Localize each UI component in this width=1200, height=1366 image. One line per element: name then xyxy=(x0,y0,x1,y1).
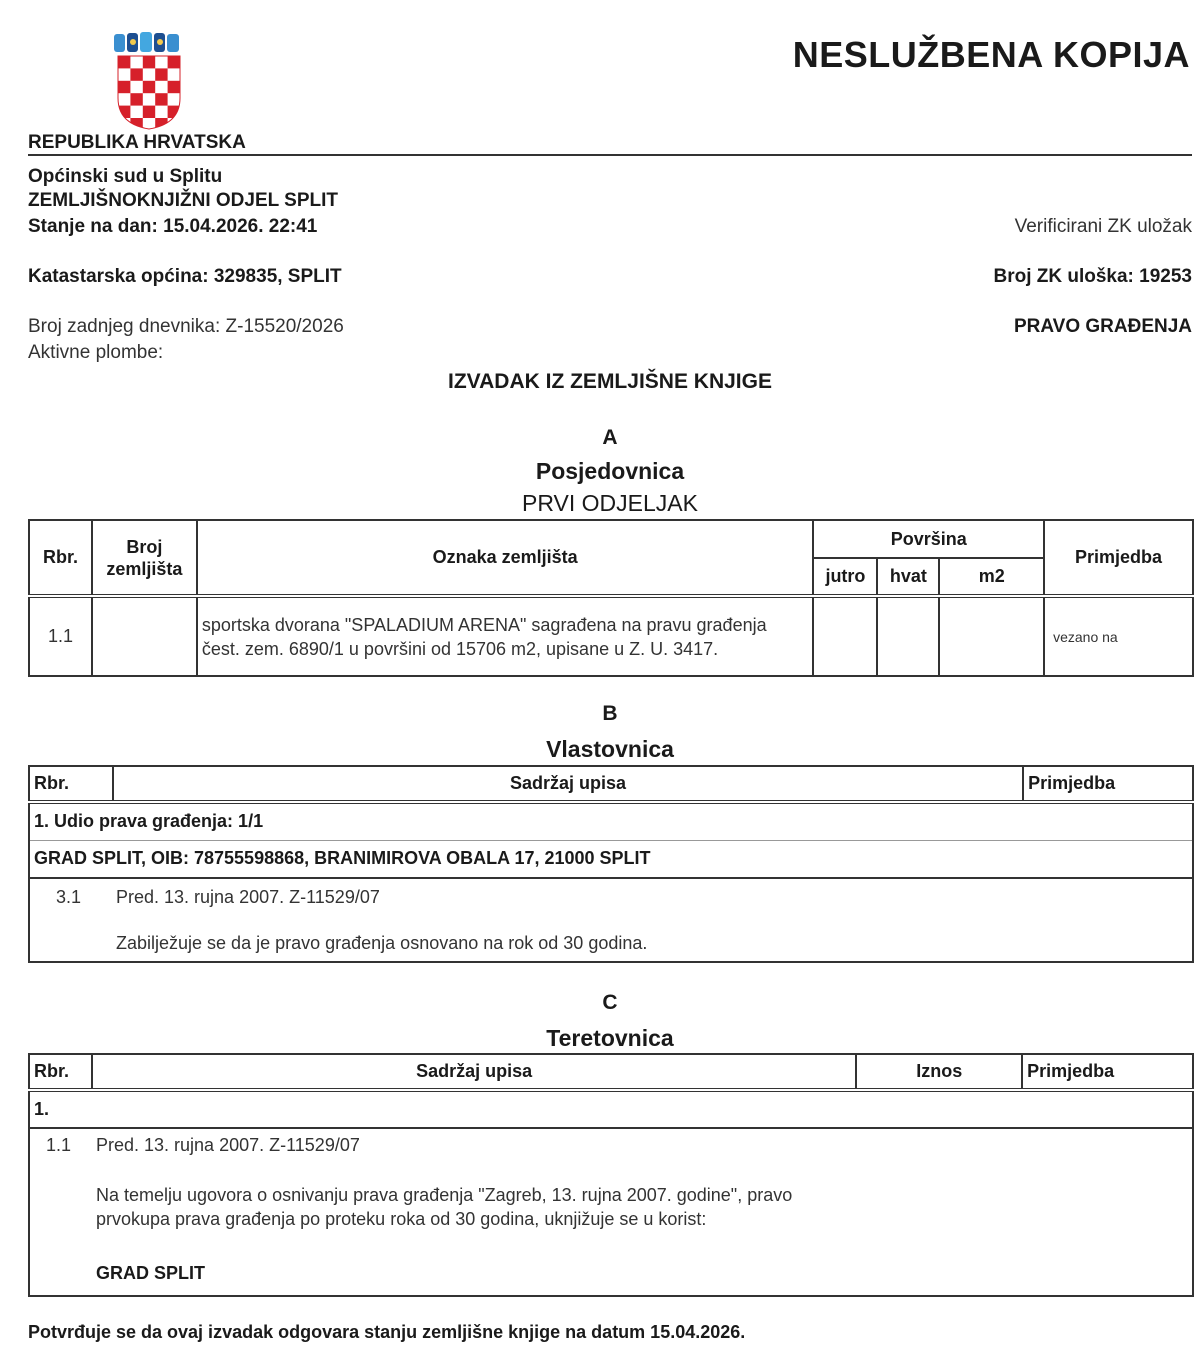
section-c-letter: C xyxy=(602,991,618,1014)
col-primjedba: Primjedba xyxy=(1022,1054,1193,1090)
entry-group: 1. xyxy=(29,1090,1193,1128)
col-povrsina: Površina xyxy=(813,520,1044,558)
document-title: IZVADAK IZ ZEMLJIŠNE KNJIGE xyxy=(448,370,772,393)
section-a-subname: PRVI ODJELJAK xyxy=(522,490,698,516)
header-divider xyxy=(28,154,1192,156)
col-primjedba: Primjedba xyxy=(1023,766,1193,802)
entry-cell xyxy=(29,878,1193,962)
active-seals: Aktivne plombe: xyxy=(28,342,164,363)
certification-footer: Potvrđuje se da ovaj izvadak odgovara stanju zemljišne knjige na datum 15.04.2026. xyxy=(28,1322,746,1342)
section-a-name: Posjedovnica xyxy=(535,458,685,484)
section-a-letter: A xyxy=(602,426,618,449)
owner-info: GRAD SPLIT, OIB: 78755598868, BRANIMIROVA OBALA 17, 21000 SPLIT xyxy=(29,840,1193,878)
table-row xyxy=(29,878,1193,962)
section-a-table xyxy=(28,519,1194,677)
table-row xyxy=(29,596,1193,676)
section-b-table xyxy=(28,765,1194,963)
row-jutro xyxy=(813,596,877,676)
entry-text: Na temelju ugovora o osnivanju prava građenja "Zagreb, 13. rujna 2007. godine", pravo prvokupa prava građenja po proteku roka od 30 godina, uknjižuje se u korist: xyxy=(96,1185,793,1229)
row-rbr: 1.1 xyxy=(29,596,92,676)
cadastral-municipality: Katastarska općina: 329835, SPLIT xyxy=(28,266,342,287)
coat-of-arms-icon xyxy=(112,32,186,130)
republic-name: REPUBLIKA HRVATSKA xyxy=(28,132,246,153)
section-b-name: Vlastovnica xyxy=(546,736,674,762)
col-rbr: Rbr. xyxy=(29,766,113,802)
department-name: ZEMLJIŠNOKNJIŽNI ODJEL SPLIT xyxy=(28,190,339,211)
col-m2: m2 xyxy=(939,558,1044,596)
entry-cell xyxy=(29,1128,1193,1296)
entry-ref: Pred. 13. rujna 2007. Z-11529/07 xyxy=(96,1135,360,1155)
col-jutro: jutro xyxy=(813,558,877,596)
section-c-name: Teretovnica xyxy=(546,1025,674,1051)
col-primjedba: Primjedba xyxy=(1044,520,1193,596)
col-rbr: Rbr. xyxy=(29,1054,92,1090)
row-oznaka: sportska dvorana "SPALADIUM ARENA" sagrađena na pravu građenja čest. zem. 6890/1 u površini od 15706 m2, upisane u Z. U. 3417. xyxy=(197,596,814,676)
section-c-table xyxy=(28,1053,1194,1297)
entry-rbr: 1.1 xyxy=(46,1135,72,1155)
court-name: Općinski sud u Splitu xyxy=(28,166,223,187)
entry-text: Zabilježuje se da je pravo građenja osnovano na rok od 30 godina. xyxy=(116,933,648,953)
state-date: Stanje na dan: 15.04.2026. 22:41 xyxy=(28,216,318,237)
table-row xyxy=(29,1128,1193,1296)
col-iznos: Iznos xyxy=(856,1054,1022,1090)
unofficial-copy-stamp: NESLUŽBENA KOPIJA xyxy=(792,34,1190,75)
entry-beneficiary: GRAD SPLIT xyxy=(96,1263,206,1283)
entry-ref: Pred. 13. rujna 2007. Z-11529/07 xyxy=(116,887,380,907)
row-hvat xyxy=(877,596,939,676)
section-b-letter: B xyxy=(602,702,618,725)
col-sadrzaj-upisa: Sadržaj upisa xyxy=(92,1054,856,1090)
col-hvat: hvat xyxy=(877,558,939,596)
verified-label: Verificirani ZK uložak xyxy=(1014,216,1192,237)
right-type: PRAVO GRAĐENJA xyxy=(1013,316,1192,337)
col-rbr: Rbr. xyxy=(29,520,92,596)
row-primjedba: vezano na xyxy=(1044,596,1193,676)
row-broj xyxy=(92,596,197,676)
col-sadrzaj-upisa: Sadržaj upisa xyxy=(113,766,1023,802)
row-m2 xyxy=(939,596,1044,676)
zk-number: Broj ZK uloška: 19253 xyxy=(993,266,1192,287)
last-journal: Broj zadnjeg dnevnika: Z-15520/2026 xyxy=(28,316,344,337)
col-oznaka-zemljista: Oznaka zemljišta xyxy=(197,520,814,596)
ownership-share: 1. Udio prava građenja: 1/1 xyxy=(29,802,1193,840)
col-broj-zemljista: Broj zemljišta xyxy=(92,520,197,596)
entry-rbr: 3.1 xyxy=(56,887,82,907)
